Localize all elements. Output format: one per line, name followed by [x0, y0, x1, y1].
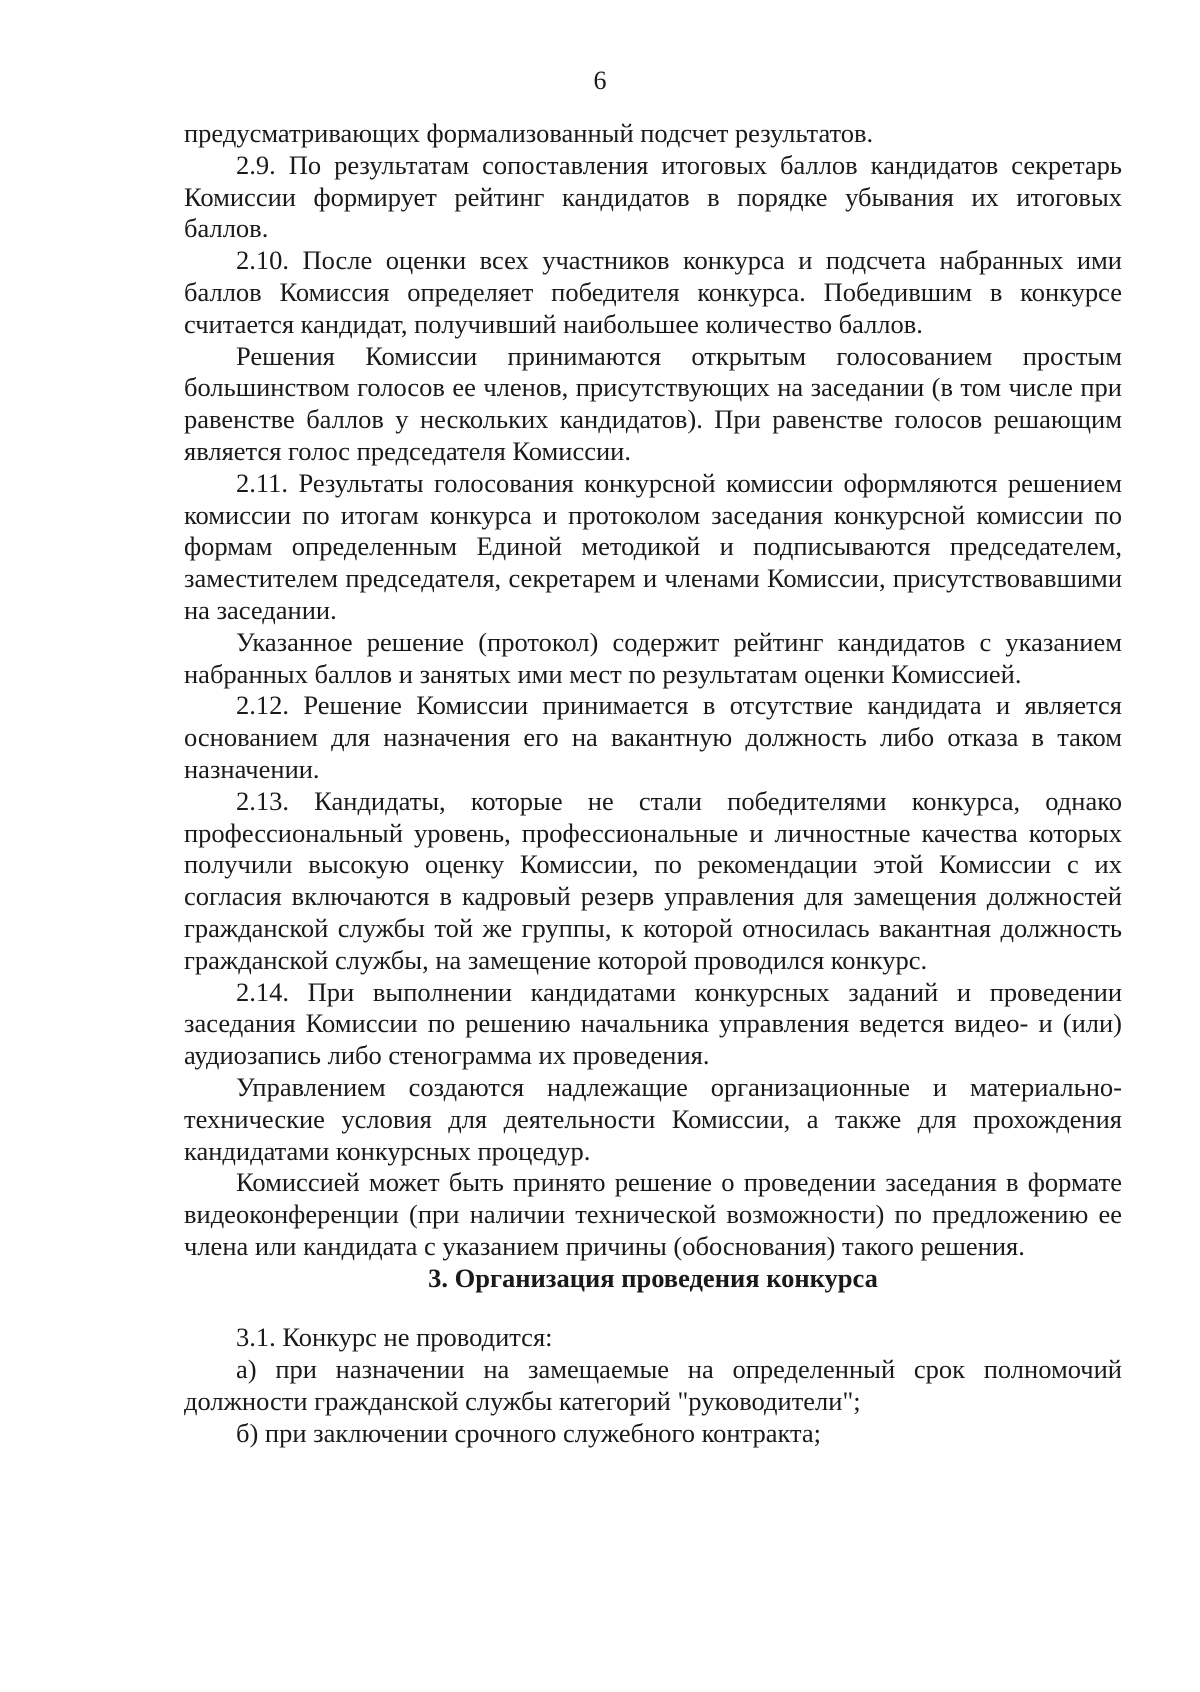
paragraph-3-1-a: а) при назначении на замещаемые на определенный срок полномочий должности гражданской службы категорий "руководители";	[184, 1354, 1122, 1417]
paragraph-3-1-b: б) при заключении срочного служебного контракта;	[236, 1417, 822, 1448]
paragraph-voting: Решения Комиссии принимаются открытым голосованием простым большинством голосов ее членов, присутствующих на заседании (в том числе при равенстве баллов у нескольких кандидатов). При равенстве голосов решающим является голос председателя Комиссии.	[184, 340, 1122, 466]
paragraph-videoconference: Комиссией может быть принято решение о проведении заседания в формате видеоконференции (при наличии технической возможности) по предложению ее члена или кандидата с указанием причины (обоснования) такого решения.	[184, 1167, 1122, 1261]
paragraph-2-12: 2.12. Решение Комиссии принимается в отсутствие кандидата и является основанием для назначения его на вакантную должность либо отказа в таком назначении.	[184, 690, 1122, 784]
paragraph-2-14: 2.14. При выполнении кандидатами конкурсных заданий и проведении заседания Комиссии по решению начальника управления ведется видео- и (или) аудиозапись либо стенограмма их проведения.	[184, 976, 1122, 1071]
paragraph-2-11: 2.11. Результаты голосования конкурсной комиссии оформляются решением комиссии по итогам конкурса и протоколом заседания конкурсной комиссии по формам определенным Единой методикой и подписываются председателем, заместителем председателя, секретарем и членами Комиссии, присутствовавшими на заседании.	[184, 467, 1122, 625]
paragraph-continuation: предусматривающих формализованный подсчет результатов.	[184, 118, 874, 148]
paragraph-3-1: 3.1. Конкурс не проводится:	[236, 1322, 553, 1353]
page-number: 6	[593, 66, 607, 95]
document-body	[184, 118, 1122, 1450]
paragraph-2-10: 2.10. После оценки всех участников конкурса и подсчета набранных ими баллов Комиссия определяет победителя конкурса. Победившим в конкурсе считается кандидат, получивший наибольшее количество баллов.	[184, 245, 1122, 339]
paragraph-protocol: Указанное решение (протокол) содержит рейтинг кандидатов с указанием набранных баллов и занятых ими мест по результатам оценки Комиссией.	[184, 626, 1122, 689]
section-heading: 3. Организация проведения конкурса	[428, 1262, 878, 1293]
paragraph-2-9: 2.9. По результатам сопоставления итоговых баллов кандидатов секретарь Комиссии формирует рейтинг кандидатов в порядке убывания их итоговых баллов.	[184, 149, 1122, 244]
paragraph-conditions: Управлением создаются надлежащие организационные и материально-технические условия для деятельности Комиссии, а также для прохождения кандидатами конкурсных процедур.	[184, 1071, 1122, 1166]
paragraph-2-13: 2.13. Кандидаты, которые не стали победителями конкурса, однако профессиональный уровень, профессиональные и личностные качества которых получили высокую оценку Комиссии, по рекомендации этой Комиссии с их согласия включаются в кадровый резерв управления для замещения должностей гражданской службы той же группы, к которой относилась вакантная должность гражданской службы, на замещение которой проводился конкурс.	[184, 785, 1122, 975]
